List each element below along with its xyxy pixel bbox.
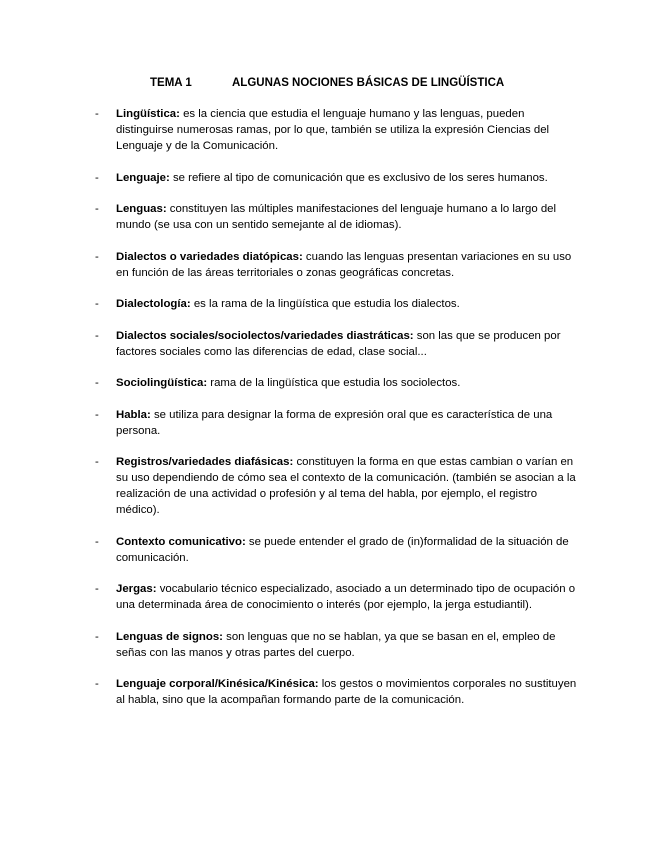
- glossary-definition: se puede entender el grado de (in)formalidad de la situación de comunicación.: [116, 535, 569, 564]
- glossary-entry: [0, 676, 655, 708]
- glossary-term: Dialectos o variedades diatópicas:: [116, 250, 303, 263]
- glossary-term: Lingüística:: [116, 108, 180, 120]
- bullet-dash: -: [95, 678, 99, 690]
- glossary-term: Contexto comunicativo:: [116, 535, 246, 548]
- document-title: ALGUNAS NOCIONES BÁSICAS DE LINGÜÍSTICA: [232, 77, 505, 89]
- glossary-entry: [0, 249, 655, 281]
- glossary-definition: los gestos o movimientos corporales no sustituyen al habla, sino que la acompañan formando parte de la comunicación.: [116, 678, 577, 706]
- glossary-definition: se refiere al tipo de comunicación que es exclusivo de los seres humanos.: [169, 171, 548, 184]
- bullet-dash: -: [95, 329, 99, 342]
- glossary-entry: [0, 454, 655, 518]
- glossary-definition: vocabulario técnico especializado, asociado a un determinado tipo de ocupación o una determinada área de conocimiento o interés (por ejemplo, la jerga estudiantil).: [116, 583, 576, 611]
- glossary-entry: [0, 170, 655, 186]
- document-header: [150, 77, 504, 89]
- bullet-dash: -: [95, 408, 99, 421]
- glossary-definition: cuando las lenguas presentan variaciones en su uso en función de las áreas territoriales o zonas geográficas concretas.: [116, 250, 572, 279]
- glossary-entry: [0, 629, 655, 661]
- glossary-term: Lenguaje:: [116, 171, 170, 184]
- glossary-entry: [0, 328, 655, 360]
- glossary-entry: [0, 534, 655, 566]
- glossary-entry: [0, 201, 655, 233]
- bullet-dash: -: [95, 456, 99, 468]
- glossary-entry: [0, 296, 655, 312]
- topic-number: TEMA 1: [150, 77, 192, 89]
- bullet-dash: -: [95, 108, 99, 120]
- glossary-term: Dialectos sociales/sociolectos/variedades diastráticas:: [116, 329, 414, 342]
- glossary-term: Jergas:: [116, 583, 157, 595]
- glossary-entry: [0, 407, 655, 439]
- glossary-definition: constituyen la forma en que estas cambian o varían en su uso dependiendo de cómo sea el contexto de la comunicación. (también se asocian a la realización de una actividad o profesión y al tema del habla, por ejemplo, el registro médico).: [116, 456, 576, 516]
- bullet-dash: -: [95, 377, 99, 389]
- glossary-definition: son las que se producen por factores sociales como las diferencias de edad, clase social...: [116, 329, 561, 358]
- bullet-dash: -: [95, 630, 99, 643]
- bullet-dash: -: [95, 583, 99, 595]
- glossary-definition: constituyen las múltiples manifestaciones del lenguaje humano a lo largo del mundo (se usa con un sentido semejante al de idiomas).: [116, 203, 557, 231]
- glossary-entry: [0, 106, 655, 154]
- glossary-term: Registros/variedades diafásicas:: [116, 456, 294, 468]
- glossary-list: [0, 106, 655, 724]
- glossary-definition: son lenguas que no se hablan, ya que se basan en el, empleo de señas con las manos y otras partes del cuerpo.: [116, 630, 556, 659]
- glossary-definition: es la rama de la lingüística que estudia los dialectos.: [190, 298, 460, 310]
- glossary-term: Lenguas de signos:: [116, 630, 223, 643]
- bullet-dash: -: [95, 298, 99, 310]
- glossary-term: Lenguas:: [116, 203, 167, 215]
- bullet-dash: -: [95, 250, 99, 263]
- glossary-term: Dialectología:: [116, 298, 191, 310]
- glossary-term: Lenguaje corporal/Kinésica/Kinésica:: [116, 678, 319, 690]
- glossary-term: Habla:: [116, 408, 151, 421]
- glossary-definition: es la ciencia que estudia el lenguaje humano y las lenguas, pueden distinguirse numerosas ramas, por lo que, también se utiliza la expresión Ciencias del Lenguaje y de la Comunicación.: [116, 108, 550, 152]
- glossary-term: Sociolingüística:: [116, 377, 208, 389]
- glossary-definition: se utiliza para designar la forma de expresión oral que es característica de una persona.: [116, 408, 553, 437]
- glossary-entry: [0, 375, 655, 391]
- glossary-definition: rama de la lingüística que estudia los sociolectos.: [207, 377, 461, 389]
- bullet-dash: -: [95, 171, 99, 184]
- bullet-dash: -: [95, 203, 99, 215]
- glossary-entry: [0, 581, 655, 613]
- bullet-dash: -: [95, 535, 99, 548]
